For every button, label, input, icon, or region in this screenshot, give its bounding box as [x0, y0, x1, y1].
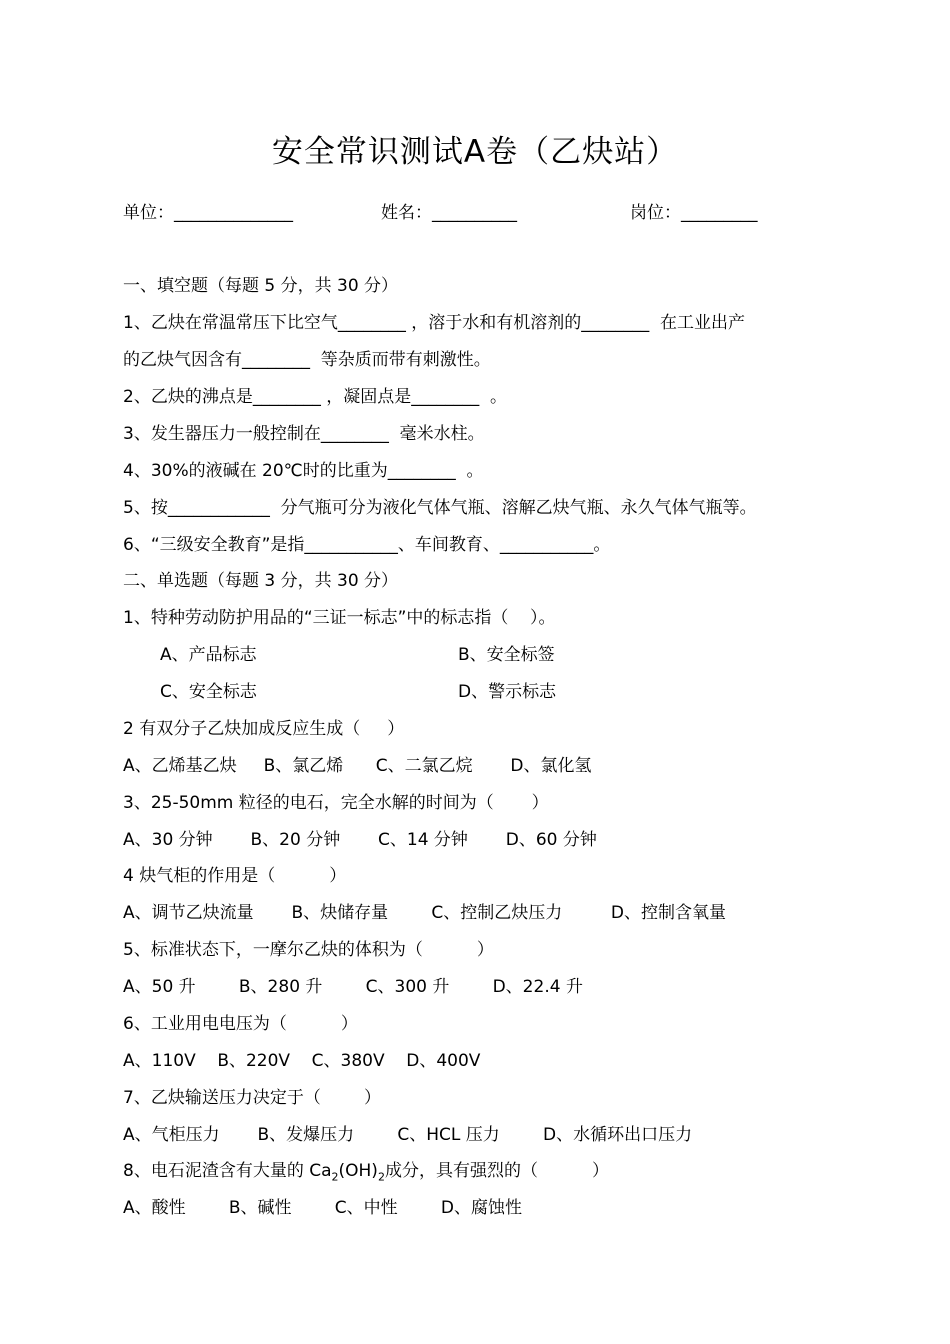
fill-q1-line1: 1、乙炔在常温常压下比空气________ ，溶于水和有机溶剂的________ 在工业出产 — [123, 313, 746, 333]
subscript-2: 2 — [377, 1170, 385, 1184]
single-q3-options: A、30 分钟 B、20 分钟 C、14 分钟 D、60 分钟 — [123, 830, 597, 850]
section-single-heading: 二、单选题（每题 3 分，共 30 分） — [123, 571, 399, 591]
single-q8-formula: (OH) — [338, 1161, 378, 1181]
single-q1-option-d: D、警示标志 — [458, 682, 557, 702]
single-q6: 6、工业用电电压为（ ） — [123, 1014, 358, 1034]
single-q2-options: A、乙烯基乙炔 B、氯乙烯 C、二氯乙烷 D、氯化氢 — [123, 756, 592, 776]
single-q8-options: A、酸性 B、碱性 C、中性 D、腐蚀性 — [123, 1198, 522, 1218]
single-q7-options: A、气柜压力 B、发爆压力 C、HCL 压力 D、水循环出口压力 — [123, 1125, 693, 1145]
single-q8 — [123, 1158, 609, 1184]
single-q1: 1、特种劳动防护用品的“三证一标志”中的标志指（ ）。 — [123, 608, 556, 628]
fill-q2: 2、乙炔的沸点是________ ，凝固点是________ 。 — [123, 387, 508, 407]
fill-q1-line2: 的乙炔气因含有________ 等杂质而带有刺激性。 — [123, 350, 491, 370]
single-q1-option-b: B、安全标签 — [458, 645, 555, 665]
single-q1-option-c: C、安全标志 — [160, 682, 257, 702]
single-q7: 7、乙炔输送压力决定于（ ） — [123, 1088, 382, 1108]
single-q5-options: A、50 升 B、280 升 C、300 升 D、22.4 升 — [123, 977, 583, 997]
post-field: 岗位：_________ — [630, 203, 758, 223]
fill-q5: 5、按____________ 分气瓶可分为液化气体气瓶、溶解乙炔气瓶、永久气体气瓶等。 — [123, 498, 757, 518]
section-fill-heading: 一、填空题（每题 5 分，共 30 分） — [123, 276, 399, 296]
unit-field: 单位：______________ — [123, 203, 293, 223]
single-q2: 2 有双分子乙炔加成反应生成（ ） — [123, 719, 405, 739]
single-q6-options: A、110V B、220V C、380V D、400V — [123, 1051, 481, 1071]
fill-q4: 4、30%的液碱在 20℃时的比重为________ 。 — [123, 461, 484, 481]
fill-q6: 6、“三级安全教育”是指___________、车间教育、___________。 — [123, 535, 611, 555]
subscript-2: 2 — [331, 1170, 339, 1184]
single-q1-option-a: A、产品标志 — [160, 645, 257, 665]
fill-q3: 3、发生器压力一般控制在________ 毫米水柱。 — [123, 424, 485, 444]
single-q8-text-end: 成分，具有强烈的（ ） — [384, 1161, 609, 1181]
page-title: 安全常识测试A卷（乙炔站） — [271, 134, 679, 170]
single-q4-options: A、调节乙炔流量 B、炔储存量 C、控制乙炔压力 D、控制含氧量 — [123, 903, 726, 923]
single-q4: 4 炔气柜的作用是（ ） — [123, 866, 347, 886]
single-q8-text-start: 8、电石泥渣含有大量的 Ca — [123, 1161, 332, 1181]
single-q3: 3、25-50mm 粒径的电石，完全水解的时间为（ ） — [123, 793, 549, 813]
single-q5: 5、标准状态下，一摩尔乙炔的体积为（ ） — [123, 940, 494, 960]
name-field: 姓名：__________ — [381, 203, 517, 223]
